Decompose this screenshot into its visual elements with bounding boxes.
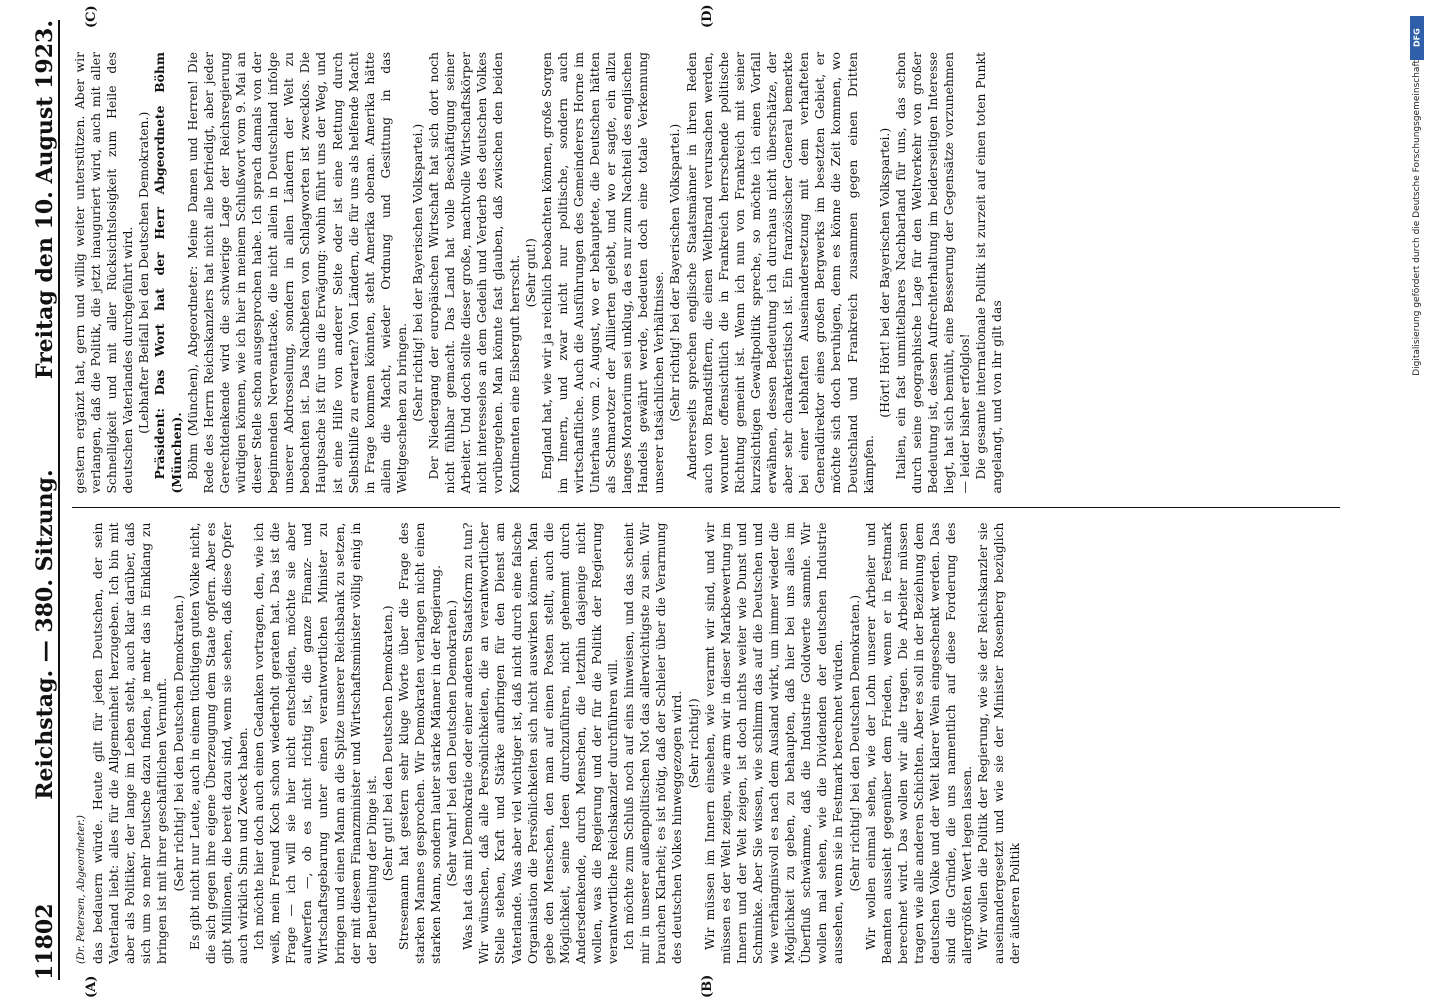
paragraph: Wir wollen die Politik der Regierung, wie sie der Reichskanzler sie auseinandergesetzt und wie sie der Minister Rosenberg bezüglich der äußeren Politik: [975, 522, 1023, 964]
paragraph: Stresemann hat gestern sehr kluge Worte über die Frage des starken Mannes gesprochen. Wir Demokraten verlangen nicht einen starken Mann, sondern lauter starke Männer in der Regierung.: [395, 522, 444, 964]
interjection: (Sehr gut! bei den Deutschen Demokraten.): [379, 605, 395, 882]
margin-marker-b: (B): [700, 974, 715, 998]
paragraph: Wir wollen einmal sehen, wie der Lohn unserer Arbeiter und Beamten aussieht gegenüber dem Frieden, wenn er in Festmark berechnet wird. Das wollen wir alle tragen. Die Arbeiter müssen tragen wie alle anderen Schichten. Aber es soll in der Beziehung dem deutschen Volke und der Welt klarer Wein eingeschenkt werden. Das sind die Gründe, die uns namentlich auf diese Forderung des allergrößten Wert legen lassen.: [862, 522, 975, 964]
dfg-logo-icon: DFG: [1410, 16, 1424, 60]
credit-text: Digitalisierung gefördert durch die Deutsche Forschungsgemeinschaft: [1412, 60, 1422, 376]
interjection: (Sehr richtig! bei den Deutschen Demokraten.): [170, 594, 186, 892]
paragraph: Wir müssen im Innern einsehen, wie verarmt wir sind, und wir müssen es der Welt zeigen, wie arm wir in dieser Markbewertung im Innern und der Welt zeigen, ist doch nichts weiter wie Dunst und Schminke. Aber Sie wissen, wie schlimm das auf die Deutschen und wie verhängnisvoll es nach dem Ausland wirkt, um immer wieder die Möglichkeit zu geben, zu behaupten, daß hier bei uns alles im Überfluß schwämme, daß die Industrie Goldwerte sammle. Wir wollen mal sehen, wie die Dividenden der deutschen Industrie aussehen, wenn sie in Festmark berechnet würden.: [701, 522, 846, 964]
margin-marker-d: (D): [700, 4, 715, 28]
interjection: (Hört! Hört! bei der Bayerischen Volkspartei.): [876, 127, 892, 418]
digitization-credit: [1404, 10, 1430, 990]
interjection: (Sehr gut!): [522, 238, 538, 308]
interjection: (Sehr wahr! bei den Deutschen Demokraten.): [444, 599, 460, 887]
paragraph: Ich möchte zum Schluß noch auf eins hinweisen, und das scheint mir in unserer außenpolitischen Not das allerwichtigste zu sein. Wir brauchen Klarheit; es ist nötig, daß der Schleier über die Verarmung des deutschen Volkes hinweggezogen wird.: [621, 522, 685, 964]
interjection: (Sehr richtig! bei der Bayerischen Volkspartei.): [409, 123, 425, 422]
speaker-paragraph: Präsident: Das Wort hat der Herr Abgeordnete Böhm (München).: [152, 52, 184, 494]
page-number: 11802: [32, 903, 58, 980]
paragraph: Der Niedergang der europäischen Wirtschaft hat sich dort noch nicht fühlbar gemacht. Das Land hat volle Beschäftigung seiner Arbeiter. Und doch sollte dieser große, machtvolle Wirtschaftskörper nicht interesselos an dem Gedeih und Verderb des deutschen Volkes vorübergehen. Man könnte fast glauben, daß zwischen den beiden Kontinenten eine Eisberguft herrscht.: [426, 52, 522, 494]
paragraph: Ich möchte hier doch auch einen Gedanken vortragen, den, wie ich weiß, mein Freund Koch schon wiederholt geraten hat. Das ist die Frage — ich will sie hier nicht entscheiden, möchte sie aber aufwerfen —, ob es nicht richtig ist, die ganze Finanz- und Wirtschaftsgebarung unter einen verantwortlichen Minister zu bringen und einen Mann an die Spitze unserer Reichsbank zu setzen, der mit diesem Finanzminister und Wirtschaftsminister völlig einig in der Beurteilung der Dinge ist.: [251, 522, 379, 964]
interjection: (Sehr richtig! bei der Bayerischen Volkspartei.): [667, 123, 683, 422]
paragraph: England hat, wie wir ja reichlich beobachten können, große Sorgen im Innern, und zwar nicht nur politische, sondern auch wirtschaftliche. Auch die Ausführungen des Gemeinderers Horne im Unterhaus vom 2. August, wo er behauptete, die Deutschen hätten als Schmarotzer der Alliierten gelebt, und wo er sagte, ein allzu langes Moratorium sei unklug, da es nur zum Nachteil des englischen Handels gewährt werde, bedeuten doch eine totale Verkennung unserer tatsächlichen Verhältnisse.: [538, 52, 667, 494]
session-date: Freitag den 10. August 1923.: [32, 20, 58, 380]
interjection: (Sehr richtig!): [685, 698, 701, 789]
interjection: (Sehr richtig! bei den Deutschen Demokraten.): [846, 594, 862, 892]
interjection: (Lebhafter Beifall bei den Deutschen Demokraten.): [136, 111, 152, 434]
margin-marker-a: (A): [84, 975, 99, 998]
paragraph: Was hat das mit Demokratie oder einer anderen Staatsform zu tun? Wir wünschen, daß alle Persönlichkeiten, die an verantwortlicher Stelle stehen, Kraft und Stärke aufbringen für den Dienst am Vaterlande. Was aber viel wichtiger ist, daß nicht durch eine falsche Organisation die Persönlichkeiten sich nicht auswirken können. Man gebe den Menschen, den man auf einen Posten stellt, auch die Möglichkeit, seine Ideen durchzuführen, nicht gehemmt durch Andersdenkende, durch Menschen, die letzthin dasjenige nicht wollen, was die Regierung und der für die Politik der Regierung verantwortliche Reichskanzler durchführen will.: [460, 522, 621, 964]
margin-marker-c: (C): [84, 5, 99, 28]
column-divider: [72, 508, 1340, 509]
text-columns: [72, 38, 1340, 978]
running-speaker: (Dr. Petersen, Abgeordneter.): [76, 815, 87, 964]
session-title: Reichstag. — 380. Sitzung.: [32, 469, 58, 800]
speaker-paragraph: Böhm (München), Abgeordneter: Meine Damen und Herren! Die Rede des Herrn Reichskanzlers hat nicht alle befriedigt, aber jeder Gerechtdenkende wird die schwierige Lage der Reichsregierung würdigen können, wie ich hier in meinem Schlußwort vom 9. Mai an dieser Stelle schon ausgesprochen habe. Ich sprach damals von der beginnenden Nervenattacke, die nicht allein in Deutschland infolge unserer Abdrosselung, sondern in allen Ländern der Welt zu beobachten ist. Das Nachbeten von Schlagworten ist zwecklos. Die Hauptsache ist für uns die Erwägung: wohin führt uns der Weg, und ist eine Hilfe von anderer Seite oder ist eine Rettung durch Selbsthilfe zu erwarten? Von Ländern, die für uns als helfende Macht in Frage kommen könnten, steht Amerika obenan. Amerika hätte allein die Macht, wieder Ordnung und Gesittung in das Weltgeschehen zu bringen.: [184, 52, 409, 494]
paragraph: Italien, ein fast unmittelbares Nachbarland für uns, das schon durch seine geographische Lage für den Weltverkehr von großer Bedeutung ist, dessen Aufrechterhaltung im beiderseitigen Interesse liegt, hat sich bemüht, eine Besserung der Gegensätze vorzunehmen — leider bisher erfolglos!: [892, 52, 973, 494]
paragraph: Es gibt nicht nur Leute, auch in einem tüchtigen guten Volke nicht, die sich gegen ihre eigene Überzeugung dem Staate opfern. Aber es gibt Millionen, die bereit dazu sind, wenn sie sehen, daß diese Opfer auch wirklich Sinn und Zweck haben.: [186, 522, 250, 964]
left-column: [72, 509, 1340, 979]
right-column: [72, 38, 1340, 508]
paragraph: Die gesamte internationale Politik ist zurzeit auf einen toten Punkt angelangt, und von ihr gilt das: [973, 52, 1005, 494]
paragraph: das bedauern würde. Heute gilt für jeden Deutschen, der sein Vaterland liebt: alles für die Allgemeinheit herzugeben. Ich bin mit aber als Politiker, der lange im Leben steht, auch klar darüber, daß sich um so mehr Deutsche dazu finden, je mehr das in Einklang zu bringen ist mit ihrer geschäftlichen Vernunft.: [90, 522, 170, 964]
page-header: [28, 20, 60, 980]
paragraph: gestern ergänzt hat, gern und willig weiter unterstützen. Aber wir verlangen, daß die Politik, die jetzt inauguriert wird, auch mit aller Schnelligkeit und mit aller Rücksichtslosigkeit zum Heile des deutschen Vaterlandes durchgeführt wird.: [72, 52, 136, 494]
paragraph: Andererseits sprechen englische Staatsmänner in ihren Reden auch von Brandstiftern, die einen Weltbrand verursachen werden, worunter offensichtlich die in Frankreich herrschende politische Richtung gemeint ist. Wenn ich nun von Frankreich mit seiner kurzsichtigen Gewaltpolitik spreche, so möchte ich einen Vorfall erwähnen, dessen Bedeutung ich durchaus nicht überschätze, der aber sehr charakteristisch ist. Ein französischer General bemerkte bei einer lebhaften Auseinandersetzung mit dem verhafteten Generaldirektor eines großen Bergwerks im besetzten Gebiet, er möchte sich doch beruhigen, denn es könne die Zeit kommen, wo Deutschland und Frankreich zusammen gegen einen Dritten kämpfen.: [683, 52, 876, 494]
